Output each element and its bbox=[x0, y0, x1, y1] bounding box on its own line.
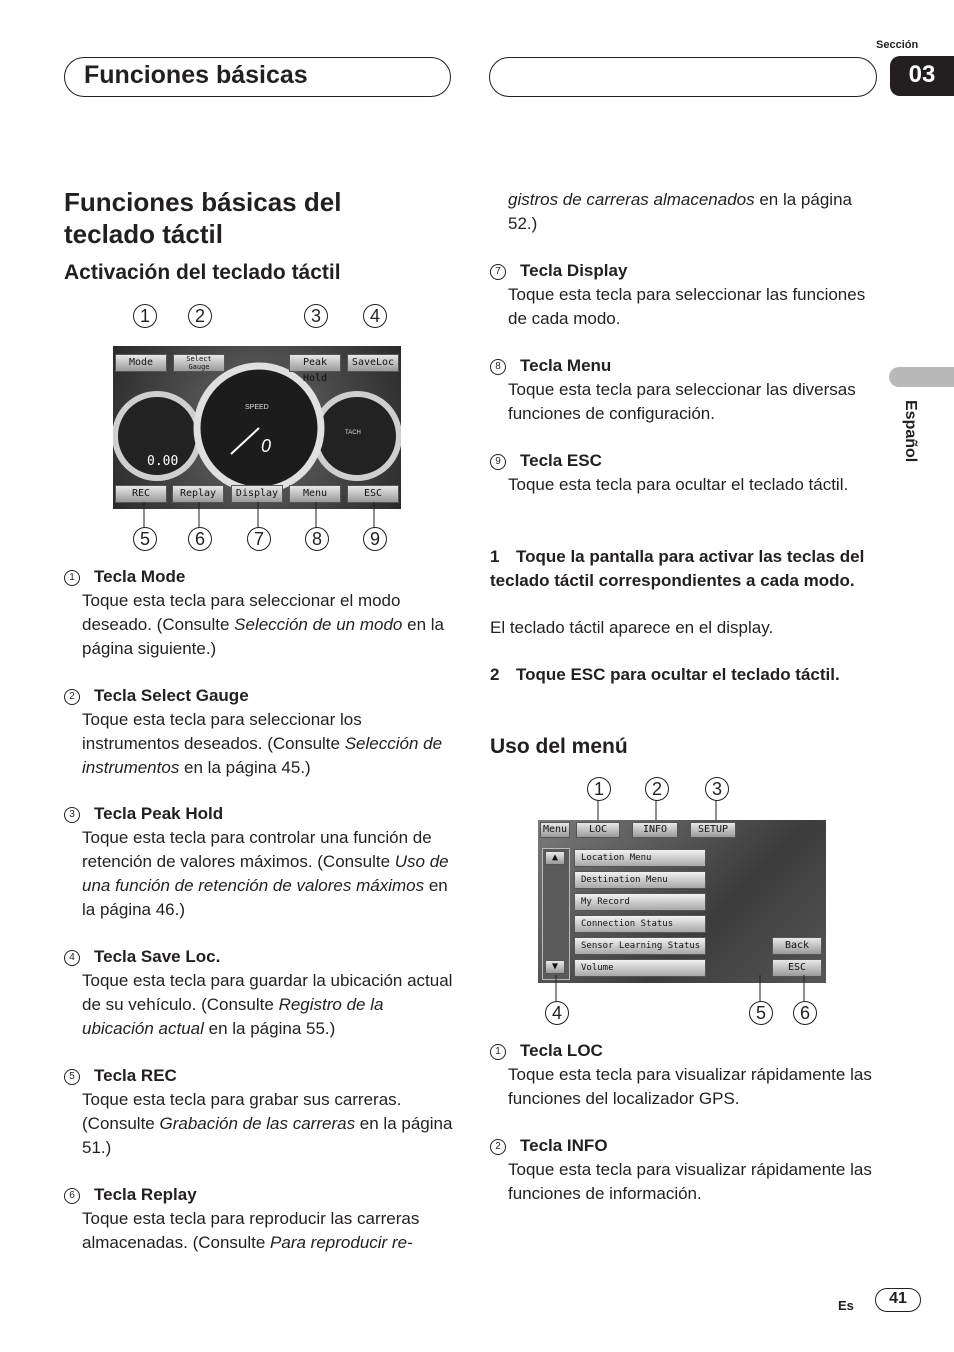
item-text: Toque esta tecla para controlar una función de retención de valores máximos. (Consulte bbox=[82, 828, 432, 871]
item-number: 5 bbox=[64, 1069, 80, 1085]
tab-menu[interactable]: Menu bbox=[540, 822, 570, 838]
speed-value: 0 bbox=[261, 436, 272, 456]
item-ref: Uso de una función de retención de valores máximos bbox=[82, 852, 449, 895]
mode-button[interactable]: Mode bbox=[115, 354, 167, 372]
item-ref: gistros de carreras almacenados bbox=[508, 190, 755, 209]
menu-item-destination[interactable]: Destination Menu bbox=[574, 871, 706, 889]
callout-4: 4 bbox=[363, 304, 387, 328]
header-title: Funciones básicas bbox=[84, 61, 308, 89]
item-save-loc bbox=[64, 945, 456, 1041]
item-menu bbox=[490, 354, 882, 426]
item-title: Tecla INFO bbox=[520, 1136, 608, 1155]
item-text: Toque esta tecla para seleccionar el modo deseado. (Consulte bbox=[82, 591, 401, 634]
step-1-note: El teclado táctil aparece en el display. bbox=[490, 618, 774, 637]
replay-button[interactable]: Replay bbox=[172, 485, 224, 503]
item-tail: en la página 51.) bbox=[82, 1114, 453, 1157]
item-rec bbox=[64, 1064, 456, 1160]
item-peak-hold bbox=[64, 802, 456, 922]
callout-1: 1 bbox=[587, 777, 611, 801]
item-title: Tecla Save Loc. bbox=[94, 947, 221, 966]
rec-button[interactable]: REC bbox=[115, 485, 167, 503]
callout-6: 6 bbox=[188, 527, 212, 551]
item-info bbox=[490, 1134, 890, 1206]
callout-3: 3 bbox=[705, 777, 729, 801]
menu-item-connection[interactable]: Connection Status bbox=[574, 915, 706, 933]
scroll-down-button[interactable]: ▼ bbox=[545, 960, 565, 974]
select-gauge-button[interactable]: Select Gauge bbox=[173, 354, 225, 372]
item-tail: en la página 46.) bbox=[82, 876, 448, 919]
item-ref: Para reproducir re- bbox=[270, 1233, 413, 1252]
item-title: Tecla REC bbox=[94, 1066, 177, 1085]
subtitle-menu: Uso del menú bbox=[490, 735, 628, 758]
tab-loc[interactable]: LOC bbox=[576, 822, 620, 838]
item-number: 1 bbox=[64, 570, 80, 586]
callout-9: 9 bbox=[363, 527, 387, 551]
touch-keys-screen bbox=[113, 346, 401, 509]
step-text: Toque la pantalla para activar las teclas del teclado táctil correspondientes a cada modo. bbox=[490, 547, 865, 590]
menu-screen bbox=[538, 820, 826, 983]
tach-label: TACH bbox=[345, 430, 361, 436]
item-text: Toque esta tecla para seleccionar las diversas funciones de configuración. bbox=[508, 380, 856, 423]
item-title: Tecla LOC bbox=[520, 1041, 603, 1060]
item-number: 2 bbox=[490, 1139, 506, 1155]
step-text: Toque ESC para ocultar el teclado táctil. bbox=[516, 665, 840, 684]
item-text: Toque esta tecla para seleccionar los instrumentos deseados. (Consulte bbox=[82, 710, 362, 753]
item-text: Toque esta tecla para ocultar el teclado táctil. bbox=[508, 475, 849, 494]
step-1: 1 Toque la pantalla para activar las teclas del teclado táctil correspondientes a cada modo. bbox=[490, 547, 865, 590]
item-number: 7 bbox=[490, 264, 506, 280]
item-title: Tecla ESC bbox=[520, 451, 602, 470]
subtitle-activation: Activación del teclado táctil bbox=[64, 261, 341, 284]
callout-1: 1 bbox=[133, 304, 157, 328]
footer-lang: Es bbox=[838, 1298, 854, 1313]
language-label: Español bbox=[902, 400, 919, 463]
callout-5: 5 bbox=[749, 1001, 773, 1025]
item-replay-continued bbox=[490, 188, 882, 236]
esc-button[interactable]: ESC bbox=[772, 959, 822, 977]
callout-7: 7 bbox=[247, 527, 271, 551]
menu-button[interactable]: Menu bbox=[289, 485, 341, 503]
menu-item-location[interactable]: Location Menu bbox=[574, 849, 706, 867]
item-text: Toque esta tecla para grabar sus carreras. (Consulte bbox=[82, 1090, 402, 1133]
item-number: 1 bbox=[490, 1044, 506, 1060]
step-2: 2 Toque ESC para ocultar el teclado táctil. bbox=[490, 665, 840, 684]
item-tail: en la página 45.) bbox=[179, 758, 311, 777]
item-number: 4 bbox=[64, 950, 80, 966]
menu-item-volume[interactable]: Volume bbox=[574, 959, 706, 977]
tab-info[interactable]: INFO bbox=[632, 822, 678, 838]
language-tab bbox=[889, 367, 954, 387]
item-tail: en la página 52.) bbox=[508, 190, 852, 233]
item-title: Tecla Peak Hold bbox=[94, 804, 224, 823]
item-title: Tecla Mode bbox=[94, 567, 186, 586]
scroll-up-button[interactable]: ▲ bbox=[545, 851, 565, 865]
tab-setup[interactable]: SETUP bbox=[690, 822, 736, 838]
callout-3: 3 bbox=[304, 304, 328, 328]
back-button[interactable]: Back bbox=[772, 937, 822, 955]
menu-callout-leaders-bottom bbox=[538, 975, 838, 1005]
section-label: Sección bbox=[876, 39, 919, 51]
item-tail: en la página 55.) bbox=[203, 1019, 336, 1038]
callout-4: 4 bbox=[545, 1001, 569, 1025]
callout-6: 6 bbox=[793, 1001, 817, 1025]
item-tail: en la página siguiente.) bbox=[82, 615, 444, 658]
menu-item-my-record[interactable]: My Record bbox=[574, 893, 706, 911]
item-esc bbox=[490, 449, 882, 497]
item-number: 8 bbox=[490, 359, 506, 375]
item-title: Tecla Replay bbox=[94, 1185, 197, 1204]
callout-2: 2 bbox=[188, 304, 212, 328]
item-ref: Selección de instrumentos bbox=[82, 734, 443, 777]
page-title: Funciones básicas del teclado táctil bbox=[64, 187, 342, 249]
menu-callout-leaders-top bbox=[538, 800, 838, 820]
item-number: 6 bbox=[64, 1188, 80, 1204]
item-text: Toque esta tecla para reproducir las carreras almacenadas. (Consulte bbox=[82, 1209, 420, 1252]
item-text: Toque esta tecla para guardar la ubicación actual de su vehículo. (Consulte bbox=[82, 971, 453, 1014]
item-replay bbox=[64, 1183, 456, 1255]
item-number: 3 bbox=[64, 807, 80, 823]
item-number: 2 bbox=[64, 689, 80, 705]
left-gauge-value: 0.00 bbox=[147, 454, 179, 469]
item-ref: Registro de la ubicación actual bbox=[82, 995, 384, 1038]
item-mode bbox=[64, 565, 456, 661]
item-text: Toque esta tecla para visualizar rápidamente las funciones del localizador GPS. bbox=[508, 1065, 872, 1108]
section-number: 03 bbox=[890, 56, 954, 96]
callout-5: 5 bbox=[133, 527, 157, 551]
page-number: 41 bbox=[889, 1290, 907, 1307]
item-text: Toque esta tecla para visualizar rápidamente las funciones de información. bbox=[508, 1160, 872, 1203]
esc-button[interactable]: ESC bbox=[347, 485, 399, 503]
item-title: Tecla Display bbox=[520, 261, 628, 280]
item-number: 9 bbox=[490, 454, 506, 470]
item-text: Toque esta tecla para seleccionar las funciones de cada modo. bbox=[508, 285, 866, 328]
callout-8: 8 bbox=[305, 527, 329, 551]
item-title: Tecla Menu bbox=[520, 356, 612, 375]
item-loc bbox=[490, 1039, 890, 1111]
item-ref: Grabación de las carreras bbox=[159, 1114, 356, 1133]
peak-hold-button[interactable]: Peak Hold bbox=[289, 354, 341, 372]
speed-label: SPEED bbox=[245, 404, 269, 411]
menu-item-sensor[interactable]: Sensor Learning Status bbox=[574, 937, 706, 955]
item-title: Tecla Select Gauge bbox=[94, 686, 249, 705]
item-ref: Selección de un modo bbox=[234, 615, 403, 634]
item-display bbox=[490, 259, 882, 331]
header-blank-box bbox=[489, 57, 877, 97]
saveloc-button[interactable]: SaveLoc bbox=[347, 354, 399, 372]
display-button[interactable]: Display bbox=[231, 485, 283, 503]
item-select-gauge bbox=[64, 684, 456, 780]
callout-2: 2 bbox=[645, 777, 669, 801]
